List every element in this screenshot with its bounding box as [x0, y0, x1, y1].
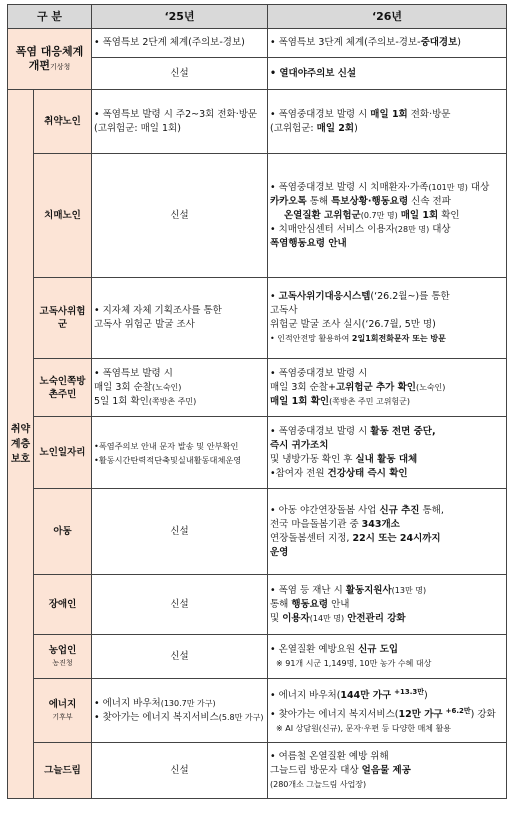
cell-2026: • 폭염중대경보 발령 시 활동 전면 중단, 즉시 귀가조치 및 냉방가동 확인 후 실내 활동 대체 •참여자 전원 건강상태 즉시 확인: [268, 417, 507, 489]
label-senior-jobs: 노인일자리: [34, 417, 92, 489]
header-year-2026: ‘26년: [268, 5, 507, 29]
group-heat-response: 폭염 대응체계 개편기상청: [8, 29, 92, 90]
cell-2025: 신설: [92, 58, 268, 90]
table-row: [8, 489, 507, 575]
cell-2025: • 폭염특보 발령 시 매일 3회 순찰(노숙인) 5일 1회 확인(쪽방촌 주민): [92, 359, 268, 417]
table-row: [8, 679, 507, 743]
policy-comparison-table: [7, 4, 507, 799]
cell-2026: • 아동 야간연장돌봄 사업 신규 추진 통해, 전국 마을돌봄기관 중 343개소 연장돌봄센터 지정, 22시 또는 24시까지 운영: [268, 489, 507, 575]
label-homeless-slum: 노숙인쪽방촌주민: [34, 359, 92, 417]
cell-2025: • 에너지 바우처(130.7만 가구) • 찾아가는 에너지 복지서비스(5.8만 가구): [92, 679, 268, 743]
header-category: 구 분: [8, 5, 92, 29]
table-row: [8, 90, 507, 154]
cell-2025: 신설: [92, 489, 268, 575]
label-children: 아동: [34, 489, 92, 575]
cell-2026: • 폭염중대경보 발령 시 매일 3회 순찰+고위험군 추가 확인(노숙인) 매일 1회 확인(쪽방촌 주민 고위험군): [268, 359, 507, 417]
table-row: [8, 743, 507, 799]
cell-2025: •폭염주의보 안내 문자 발송 및 안부확인 •활동시간탄력적단축및실내활동대체운영: [92, 417, 268, 489]
table-row: [8, 417, 507, 489]
table-row: [8, 29, 507, 58]
table-row: [8, 575, 507, 635]
label-shade: 그늘드림: [34, 743, 92, 799]
cell-2026: • 열대야주의보 신설: [268, 58, 507, 90]
cell-2026: • 폭염중대경보 발령 시 치매환자·가족(101만 명) 대상 카카오톡 통해 특보상황·행동요령 신속 전파 온열질환 고위험군(0.7만 명) 매일 1회 확인 • 치매안심센터 서비스 이용자(28만 명) 대상 폭염행동요령 안내: [268, 154, 507, 278]
label-energy: 에너지 기후부: [34, 679, 92, 743]
cell-2025: 신설: [92, 575, 268, 635]
label-disabled: 장애인: [34, 575, 92, 635]
cell-2025: • 지자체 자체 기획조사를 통한 고독사 위험군 발굴 조사: [92, 278, 268, 359]
label-dementia: 치매노인: [34, 154, 92, 278]
label-isolated-death-risk: 고독사위험군: [34, 278, 92, 359]
header-year-2025: ‘25년: [92, 5, 268, 29]
group-vulnerable-protection: 취약계층보호: [8, 90, 34, 799]
cell-2026: • 폭염특보 3단계 체계(주의보-경보-중대경보): [268, 29, 507, 58]
cell-2026: • 여름철 온열질환 예방 위해 그늘드림 방문자 대상 얼음물 제공 (280개소 그늘드림 사업장): [268, 743, 507, 799]
cell-2026: • 에너지 바우처(144만 가구 $^{+13.3만}$) • 찾아가는 에너지 복지서비스(12만 가구 $^{+6.2만}$) 강화 ※ AI 상담원(신규), 문자·우편 등 다양한 매체 활용: [268, 679, 507, 743]
cell-2025: 신설: [92, 743, 268, 799]
cell-2026: • 고독사위기대응시스템(‘26.2월~)를 통한 고독사 위험군 발굴 조사 실시(‘26.7월, 5만 명) • 인적안전망 활용하여 2일1회전화문자 또는 방문: [268, 278, 507, 359]
cell-2026: • 온열질환 예방요원 신규 도입 ※ 91개 시군 1,149명, 10만 농가 수혜 대상: [268, 635, 507, 679]
cell-2025: 신설: [92, 154, 268, 278]
cell-2026: • 폭염중대경보 발령 시 매일 1회 전화·방문 (고위험군: 매일 2회): [268, 90, 507, 154]
cell-2025: 신설: [92, 635, 268, 679]
cell-2025: • 폭염특보 발령 시 주2~3회 전화·방문 (고위험군: 매일 1회): [92, 90, 268, 154]
label-farmers: 농업인 농진청: [34, 635, 92, 679]
cell-2026: • 폭염 등 재난 시 활동지원사(13만 명) 통해 행동요령 안내 및 이용자(14만 명) 안전관리 강화: [268, 575, 507, 635]
header-row: [8, 5, 507, 29]
cell-2025: • 폭염특보 2단계 체계(주의보-경보): [92, 29, 268, 58]
table-row: [8, 635, 507, 679]
table-row: [8, 278, 507, 359]
table-row: [8, 154, 507, 278]
table-row: [8, 359, 507, 417]
label-elderly: 취약노인: [34, 90, 92, 154]
